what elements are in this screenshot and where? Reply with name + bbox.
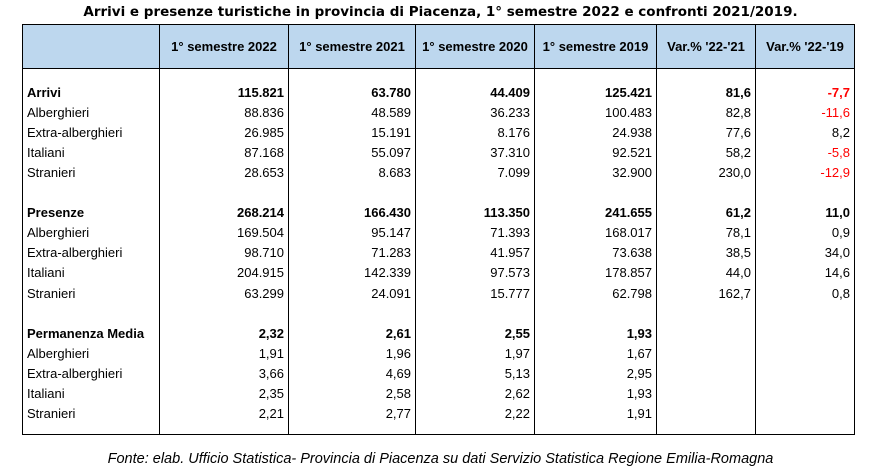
row-label: Extra-alberghieri [23,122,160,142]
table-cell: 142.339 [289,262,416,283]
table-cell: 24.938 [535,122,657,142]
header-row [23,25,855,69]
table-cell: 178.857 [535,262,657,283]
table-cell [756,323,855,343]
table-cell: 168.017 [535,222,657,242]
table-row [23,102,855,122]
empty-cell [756,69,855,83]
table-cell: -11,6 [756,102,855,122]
table-cell: 34,0 [756,242,855,262]
row-label: Alberghieri [23,222,160,242]
table-cell: 1,67 [535,343,657,363]
table-cell: 61,2 [657,202,756,222]
table-cell: 7.099 [416,162,535,182]
table-cell: 63.780 [289,82,416,102]
table-cell: 1,97 [416,343,535,363]
table-row [23,142,855,162]
table-cell: 241.655 [535,202,657,222]
empty-cell [23,182,160,202]
table-cell: 95.147 [289,222,416,242]
table-cell: 8.176 [416,122,535,142]
table-cell: 1,93 [535,323,657,343]
table-cell: -7,7 [756,82,855,102]
table-cell: -12,9 [756,162,855,182]
table-cell: 1,93 [535,383,657,403]
empty-cell [416,69,535,83]
tourism-table [22,24,855,435]
empty-cell [160,69,289,83]
section-row [23,202,855,222]
table-cell: 32.900 [535,162,657,182]
column-header: 1° semestre 2021 [289,25,416,69]
empty-cell [657,69,756,83]
table-title: Arrivi e presenze turistiche in provincia di Piacenza, 1° semestre 2022 e confronti 2021/2019. [83,4,798,20]
table-row [23,262,855,283]
table-cell: 44,0 [657,262,756,283]
table-cell [657,383,756,403]
table-cell: 113.350 [416,202,535,222]
row-label: Stranieri [23,283,160,303]
empty-cell [23,69,160,83]
empty-cell [756,303,855,323]
table-cell [756,383,855,403]
table-cell: 71.283 [289,242,416,262]
table-cell: 98.710 [160,242,289,262]
table-cell: 41.957 [416,242,535,262]
table-cell: 3,66 [160,363,289,383]
empty-cell [160,303,289,323]
table-cell: 81,6 [657,82,756,102]
table-cell: 2,95 [535,363,657,383]
table-cell: 2,55 [416,323,535,343]
empty-cell [416,303,535,323]
table-cell: 230,0 [657,162,756,182]
table-cell: 28.653 [160,162,289,182]
empty-cell [535,182,657,202]
empty-cell [756,182,855,202]
table-cell: 58,2 [657,142,756,162]
table-cell: 92.521 [535,142,657,162]
table-cell: 268.214 [160,202,289,222]
table-cell: 82,8 [657,102,756,122]
table-cell: 77,6 [657,122,756,142]
table-row [23,403,855,423]
row-label: Presenze [23,202,160,222]
row-label: Alberghieri [23,102,160,122]
empty-cell [289,423,416,435]
table-cell: -5,8 [756,142,855,162]
table-cell: 44.409 [416,82,535,102]
table-cell: 14,6 [756,262,855,283]
empty-cell [756,423,855,435]
table-row [23,162,855,182]
empty-cell [535,303,657,323]
table-cell: 38,5 [657,242,756,262]
empty-cell [657,423,756,435]
table-cell [756,343,855,363]
table-body [23,69,855,435]
table-cell [657,403,756,423]
table-cell: 78,1 [657,222,756,242]
table-cell: 169.504 [160,222,289,242]
row-label: Extra-alberghieri [23,242,160,262]
table-cell: 26.985 [160,122,289,142]
table-row [23,122,855,142]
row-label: Arrivi [23,82,160,102]
table-cell: 166.430 [289,202,416,222]
spacer-row [23,182,855,202]
table-cell: 87.168 [160,142,289,162]
table-cell: 55.097 [289,142,416,162]
empty-cell [657,182,756,202]
table-cell: 0,8 [756,283,855,303]
table-cell: 8.683 [289,162,416,182]
row-label: Italiani [23,142,160,162]
empty-cell [23,423,160,435]
table-cell: 63.299 [160,283,289,303]
row-label: Stranieri [23,162,160,182]
table-cell: 100.483 [535,102,657,122]
source-note: Fonte: elab. Ufficio Statistica- Provincia di Piacenza su dati Servizio Statistica Regione Emilia-Romagna [107,451,774,467]
empty-cell [160,423,289,435]
table-cell: 73.638 [535,242,657,262]
table-cell: 97.573 [416,262,535,283]
section-row [23,323,855,343]
table-cell: 162,7 [657,283,756,303]
column-header: 1° semestre 2019 [535,25,657,69]
empty-cell [535,423,657,435]
table-cell: 36.233 [416,102,535,122]
table-cell: 1,96 [289,343,416,363]
empty-cell [289,69,416,83]
empty-cell [160,182,289,202]
table-cell: 88.836 [160,102,289,122]
table-row [23,383,855,403]
table-cell: 2,21 [160,403,289,423]
column-header: Var.% '22-'21 [657,25,756,69]
table-row [23,343,855,363]
empty-cell [289,303,416,323]
table-cell: 2,61 [289,323,416,343]
column-header: Var.% '22-'19 [756,25,855,69]
table-cell: 1,91 [160,343,289,363]
column-header: 1° semestre 2020 [416,25,535,69]
table-cell: 15.777 [416,283,535,303]
table-row [23,283,855,303]
row-label: Italiani [23,383,160,403]
column-header [23,25,160,69]
table-cell: 2,58 [289,383,416,403]
empty-cell [416,182,535,202]
table-cell [756,363,855,383]
table-cell: 4,69 [289,363,416,383]
table-cell: 71.393 [416,222,535,242]
table-cell: 1,91 [535,403,657,423]
row-label: Italiani [23,262,160,283]
table-cell: 11,0 [756,202,855,222]
table-cell [756,403,855,423]
table-cell [657,343,756,363]
table-cell [657,363,756,383]
table-cell: 5,13 [416,363,535,383]
table-cell: 2,62 [416,383,535,403]
empty-cell [535,69,657,83]
table-cell: 2,35 [160,383,289,403]
spacer-row [23,423,855,435]
column-header: 1° semestre 2022 [160,25,289,69]
table-cell: 0,9 [756,222,855,242]
table-cell: 37.310 [416,142,535,162]
table-cell: 48.589 [289,102,416,122]
empty-cell [23,303,160,323]
table-cell: 2,22 [416,403,535,423]
spacer-row [23,303,855,323]
table-row [23,242,855,262]
table-cell: 8,2 [756,122,855,142]
section-row [23,82,855,102]
table-cell [657,323,756,343]
table-cell: 204.915 [160,262,289,283]
row-label: Permanenza Media [23,323,160,343]
row-label: Extra-alberghieri [23,363,160,383]
row-label: Alberghieri [23,343,160,363]
table-cell: 125.421 [535,82,657,102]
row-label: Stranieri [23,403,160,423]
table-cell: 15.191 [289,122,416,142]
table-cell: 62.798 [535,283,657,303]
empty-cell [289,182,416,202]
empty-cell [657,303,756,323]
table-cell: 115.821 [160,82,289,102]
table-cell: 2,32 [160,323,289,343]
table-row [23,222,855,242]
spacer-row [23,69,855,83]
table-cell: 24.091 [289,283,416,303]
empty-cell [416,423,535,435]
table-row [23,363,855,383]
table-cell: 2,77 [289,403,416,423]
